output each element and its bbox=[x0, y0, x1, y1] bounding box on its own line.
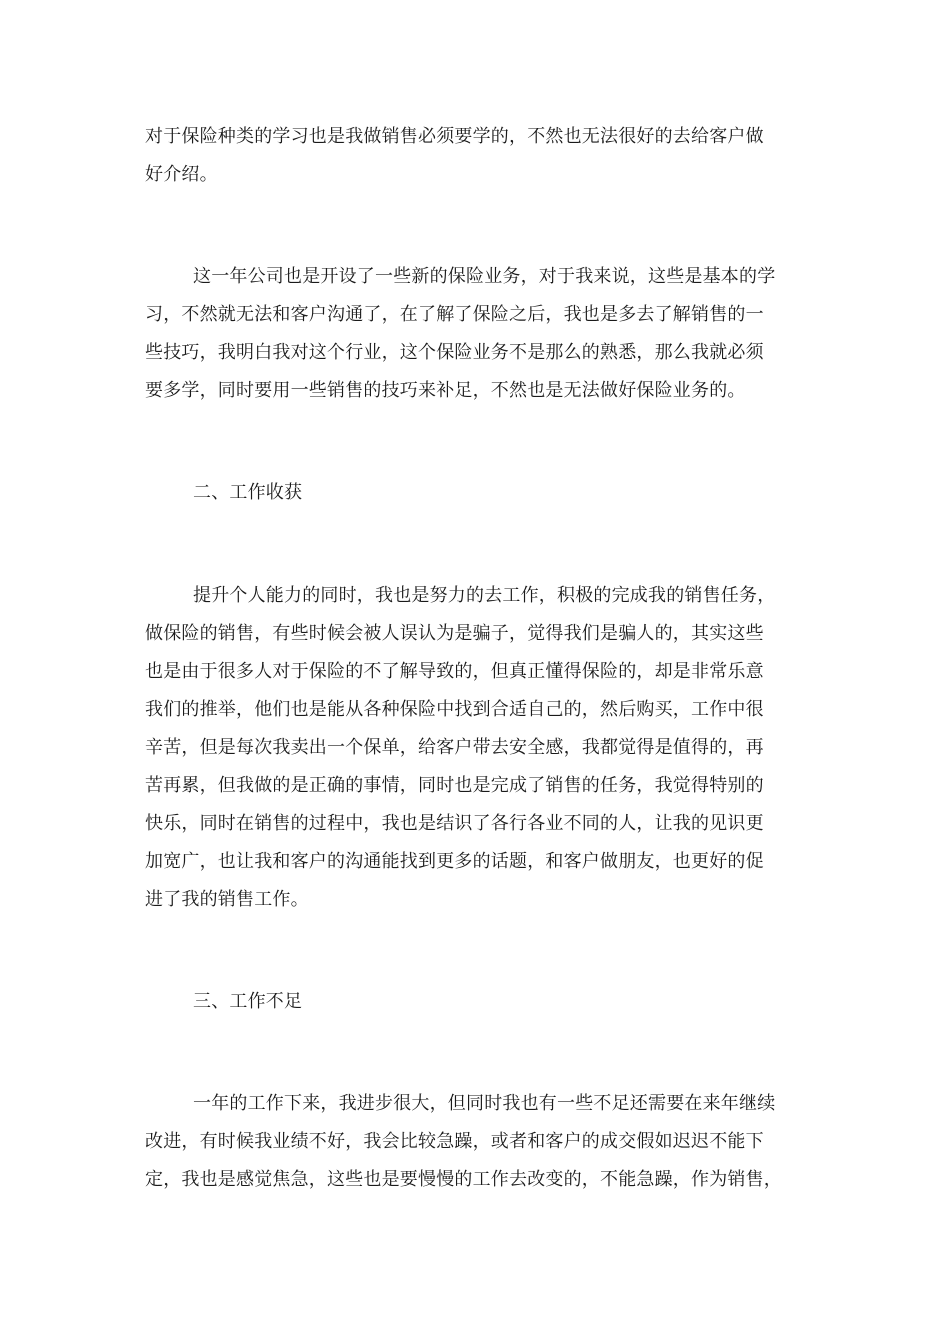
paragraph-line: 做保险的销售，有些时候会被人误认为是骗子，觉得我们是骗人的，其实这些 bbox=[145, 623, 764, 644]
paragraph-line: 进了我的销售工作。 bbox=[145, 889, 309, 910]
paragraph-line: 要多学，同时要用一些销售的技巧来补足，不然也是无法做好保险业务的。 bbox=[145, 380, 746, 401]
paragraph-line: 苦再累，但我做的是正确的事情，同时也是完成了销售的任务，我觉得特别的 bbox=[145, 775, 764, 796]
paragraph-line: 习，不然就无法和客户沟通了，在了解了保险之后，我也是多去了解销售的一 bbox=[145, 304, 764, 325]
paragraph-line: 我们的推举，他们也是能从各种保险中找到合适自己的，然后购买，工作中很 bbox=[145, 699, 764, 720]
paragraph-line: 好介绍。 bbox=[145, 164, 218, 185]
paragraph-line: 提升个人能力的同时，我也是努力的去工作，积极的完成我的销售任务， bbox=[193, 585, 776, 606]
paragraph-line: 快乐，同时在销售的过程中，我也是结识了各行各业不同的人，让我的见识更 bbox=[145, 813, 764, 834]
section-heading: 二、工作收获 bbox=[193, 482, 303, 503]
paragraph-line: 这一年公司也是开设了一些新的保险业务，对于我来说，这些是基本的学 bbox=[193, 266, 776, 287]
paragraph-line: 些技巧，我明白我对这个行业，这个保险业务不是那么的熟悉，那么我就必须 bbox=[145, 342, 764, 363]
paragraph-line: 改进，有时候我业绩不好，我会比较急躁，或者和客户的成交假如迟迟不能下 bbox=[145, 1131, 764, 1152]
paragraph-line: 也是由于很多人对于保险的不了解导致的，但真正懂得保险的，却是非常乐意 bbox=[145, 661, 764, 682]
paragraph-line: 一年的工作下来，我进步很大，但同时我也有一些不足还需要在来年继续 bbox=[193, 1093, 776, 1114]
paragraph-line: 对于保险种类的学习也是我做销售必须要学的，不然也无法很好的去给客户做 bbox=[145, 126, 764, 147]
paragraph-line: 定，我也是感觉焦急，这些也是要慢慢的工作去改变的，不能急躁，作为销售， bbox=[145, 1169, 782, 1190]
section-heading: 三、工作不足 bbox=[193, 991, 303, 1012]
paragraph-line: 加宽广，也让我和客户的沟通能找到更多的话题，和客户做朋友，也更好的促 bbox=[145, 851, 764, 872]
paragraph-line: 辛苦，但是每次我卖出一个保单，给客户带去安全感，我都觉得是值得的，再 bbox=[145, 737, 764, 758]
